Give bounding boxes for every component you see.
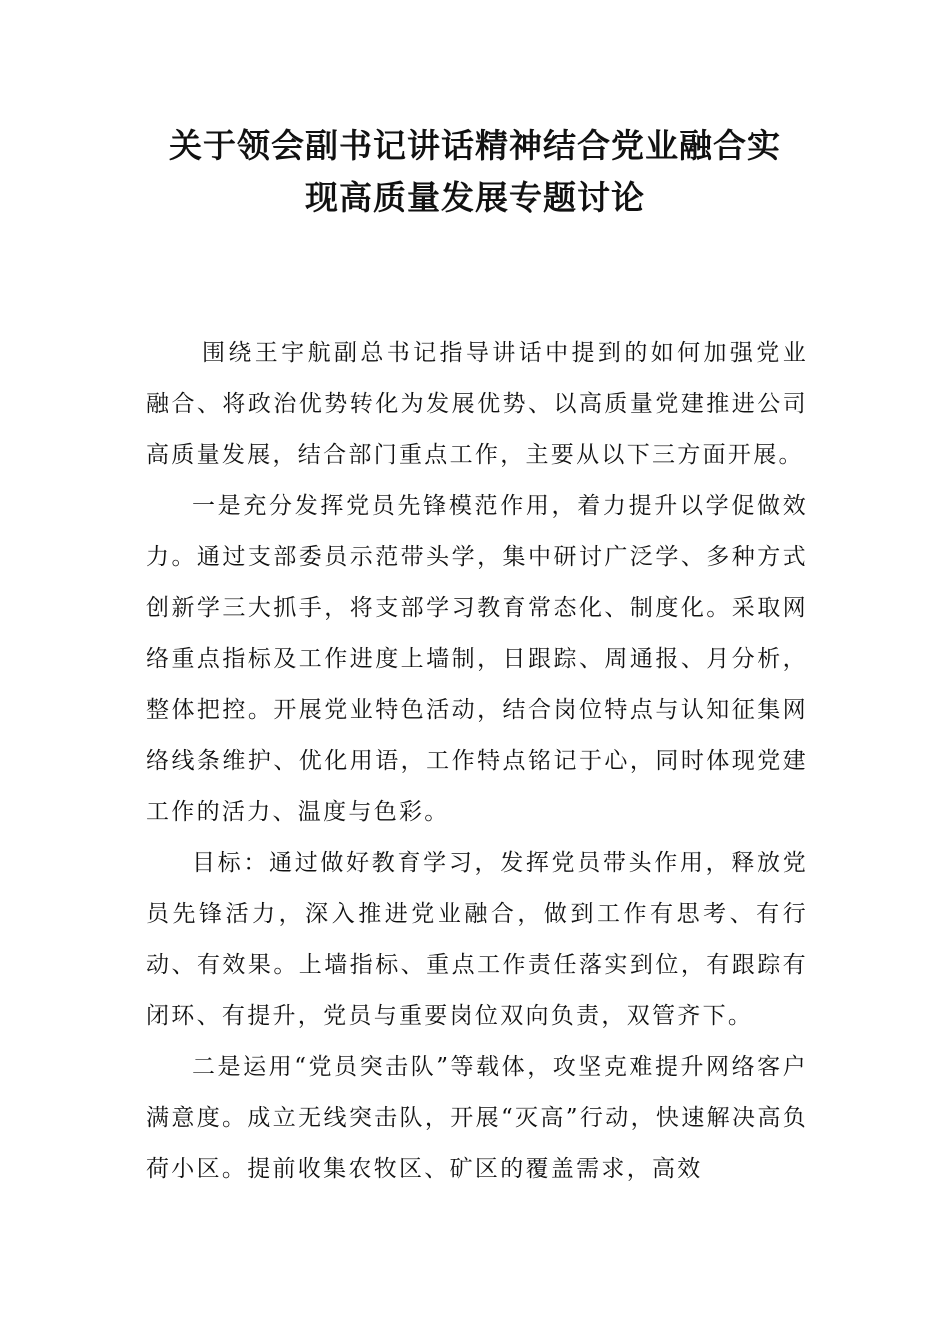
title-line-2: 现高质量发展专题讨论 <box>305 178 645 217</box>
paragraph-intro: 围绕王宇航副总书记指导讲话中提到的如何加强党业融合、将政治优势转化为发展优势、以高质量党建推进公司高质量发展，结合部门重点工作，主要从以下三方面开展。 <box>146 340 808 468</box>
paragraph-point-one: 一是充分发挥党员先锋模范作用，着力提升以学促做效力。通过支部委员示范带头学，集中研讨广泛学、多种方式创新学三大抓手，将支部学习教育常态化、制度化。采取网络重点指标及工作进度上墙制，日跟踪、周通报、月分析，整体把控。开展党业特色活动，结合岗位特点与认知征集网络线条维护、优化用语，工作特点铭记于心，同时体现党建工作的活力、温度与色彩。 <box>146 493 808 825</box>
paragraph-point-two: 二是运用“党员突击队”等载体，攻坚克难提升网络客户满意度。成立无线突击队，开展“灭高”行动，快速解决高负荷小区。提前收集农牧区、矿区的覆盖需求，高效 <box>146 1054 808 1182</box>
title-line-1: 关于领会副书记讲话精神结合党业融合实 <box>169 126 781 165</box>
document-title <box>130 120 820 224</box>
paragraph-goal: 目标：通过做好教育学习，发挥党员带头作用，释放党员先锋活力，深入推进党业融合，做到工作有思考、有行动、有效果。上墙指标、重点工作责任落实到位，有跟踪有闭环、有提升，党员与重要岗位双向负责，双管齐下。 <box>146 850 808 1029</box>
document-body <box>146 328 808 1195</box>
